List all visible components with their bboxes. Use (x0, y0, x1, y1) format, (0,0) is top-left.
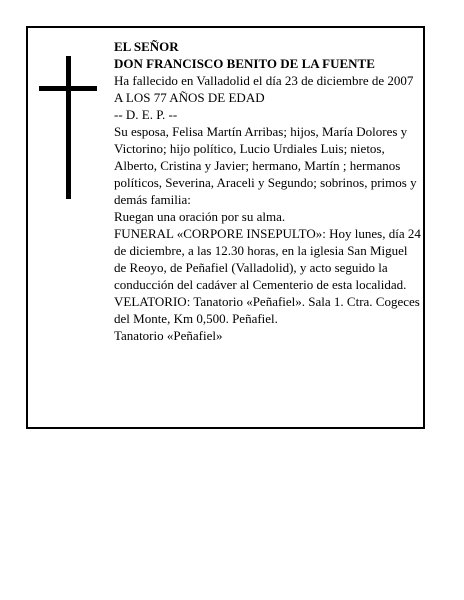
cross-horizontal-bar (39, 86, 97, 91)
funeral-info: FUNERAL «CORPORE INSEPULTO»: Hoy lunes, día 24 de diciembre, a las 12.30 horas, en la iglesia San Miguel de Reoyo, de Peñafiel (Valladolid), y acto seguido la conducción del cadáver al Cementerio de esta localidad. (114, 226, 421, 292)
wake-info: VELATORIO: Tanatorio «Peñafiel». Sala 1. Ctra. Cogeces del Monte, Km 0,500. Peñafiel. (114, 294, 420, 326)
deceased-name: DON FRANCISCO BENITO DE LA FUENTE (114, 56, 375, 71)
death-info: Ha fallecido en Valladolid el día 23 de diciembre de 2007 (114, 73, 414, 88)
obituary-notice (26, 26, 425, 429)
age-line: A LOS 77 AÑOS DE EDAD (114, 90, 265, 105)
cross-icon (39, 56, 97, 199)
prayer-request: Ruegan una oración por su alma. (114, 209, 286, 224)
notice-title: EL SEÑOR (114, 39, 179, 54)
rip-line: -- D. E. P. -- (114, 107, 178, 122)
cross-vertical-bar (66, 56, 71, 199)
funeral-home: Tanatorio «Peñafiel» (114, 328, 223, 343)
family-list: Su esposa, Felisa Martín Arribas; hijos, María Dolores y Victorino; hijo político, Lucio Urdiales Luis; nietos, Alberto, Cristina y Javier; hermano, Martín ; hermanos políticos, Severina, Araceli y Segundo; sobrinos, primos y demás familia: (114, 124, 417, 207)
notice-text (114, 38, 422, 344)
